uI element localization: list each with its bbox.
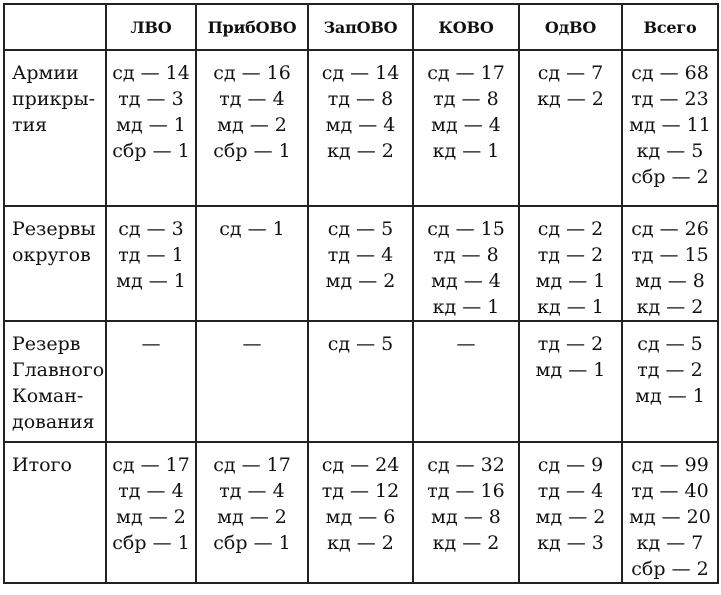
cell-entries [197,51,307,164]
cell-pribovo [196,50,308,206]
row-high-command-reserve [4,321,718,442]
cell-pribovo [196,321,308,442]
header-odvo: ОдВО [519,4,622,50]
division-entry: сд — 9 [537,454,604,476]
row-label-cell [4,321,106,442]
division-entry: сд — 2 [537,218,604,240]
division-entry: тд — 2 [637,359,703,381]
cell-entries [309,207,412,294]
cell-entries [623,443,717,582]
cell-zapovo [308,321,413,442]
cell-entries [309,51,412,164]
cell-entries [309,322,412,357]
division-entry: мд — 11 [629,114,711,136]
division-entry: мд — 2 [535,506,606,528]
division-entry: мд — 2 [325,270,396,292]
division-entry: тд — 8 [327,88,394,110]
cell-kovo [413,442,519,583]
row-total [4,442,718,583]
cell-entries [309,443,412,556]
cell-odvo [519,206,622,321]
cell-entries [414,443,518,556]
cell-kovo [413,321,519,442]
division-entry: сбр — 1 [112,532,190,554]
cell-entries [520,207,621,320]
division-entry: тд — 4 [219,480,285,502]
cell-odvo [519,321,622,442]
division-entry: тд — 1 [118,244,184,266]
division-entry: мд — 4 [431,114,501,136]
division-entry: мд — 8 [431,506,501,528]
division-entry: сбр — 1 [213,140,291,162]
division-entry: сд — 3 [118,218,184,240]
cell-pribovo [196,206,308,321]
division-entry: сд — 99 [631,454,709,476]
division-entry: кд — 3 [537,532,604,554]
cell-lvo [106,50,196,206]
division-entry: мд — 20 [629,506,711,528]
division-entry: кд — 5 [636,140,704,162]
row-label-line: Итого [12,454,72,476]
row-label-line: прикры- [12,88,96,110]
header-lvo: ЛВО [106,4,196,50]
cell-lvo [106,321,196,442]
cell-odvo [519,50,622,206]
division-entry: кд — 2 [432,532,500,554]
cell-kovo [413,206,519,321]
cell-entries [414,51,518,164]
cell-entries [520,443,621,556]
cell-zapovo [308,442,413,583]
header-row [4,4,718,50]
division-entry: мд — 2 [217,506,287,528]
division-entry: мд — 1 [116,114,186,136]
division-entry: сд — 68 [631,62,709,84]
cell-entries [197,443,307,556]
division-entry: сд — 5 [327,333,394,355]
division-entry: тд — 2 [537,244,604,266]
corner-header [4,4,106,50]
header-kovo: КОВО [413,4,519,50]
division-entry: мд — 1 [535,359,606,381]
division-entry: кд — 1 [432,296,500,318]
cell-lvo [106,206,196,321]
division-entry: мд — 2 [116,506,186,528]
division-entry: кд — 2 [537,88,604,110]
division-entry: кд — 2 [327,532,394,554]
division-entry: мд — 8 [635,270,705,292]
row-label-cell [4,442,106,583]
cell-entries [623,207,717,320]
row-label [5,51,105,138]
division-entry: — [242,333,262,355]
division-entry: мд — 1 [635,385,705,407]
division-entry: сд — 5 [327,218,394,240]
division-entry: тд — 40 [631,480,709,502]
division-entry: кд — 2 [327,140,394,162]
cell-entries [520,51,621,112]
division-entry: сд — 5 [637,333,703,355]
division-entry: сд — 14 [112,62,190,84]
row-label-line: тия [12,114,48,136]
cell-entries [107,51,195,164]
header-total: Всего [622,4,718,50]
division-entry: мд — 1 [116,270,186,292]
division-entry: сд — 17 [213,454,291,476]
cell-zapovo [308,50,413,206]
division-entry: сбр — 1 [112,140,190,162]
cell-total [622,206,718,321]
cell-entries [414,322,518,357]
divisions-table [3,3,719,584]
row-label-line: Главного [12,359,105,381]
division-entry: сбр — 1 [213,532,291,554]
header-pribovo: ПрибОВО [196,4,308,50]
division-entry: тд — 4 [219,88,285,110]
row-label [5,443,105,478]
division-entry: мд — 2 [217,114,287,136]
division-entry: тд — 12 [321,480,400,502]
header-zapovo: ЗапОВО [308,4,413,50]
division-entry: мд — 4 [325,114,396,136]
cell-entries [107,322,195,357]
row-covering-armies [4,50,718,206]
division-entry: кд — 7 [636,532,704,554]
division-entry: сд — 17 [427,62,505,84]
division-entry: тд — 2 [537,333,604,355]
division-entry: тд — 16 [427,480,505,502]
division-entry: кд — 2 [636,296,704,318]
division-entry: сбр — 2 [631,166,709,188]
cell-entries [623,51,717,190]
row-label-line: Армии [12,62,79,84]
division-entry: тд — 15 [631,244,709,266]
division-entry: тд — 23 [631,88,709,110]
cell-total [622,321,718,442]
division-entry: мд — 1 [535,270,606,292]
cell-entries [520,322,621,383]
division-entry: тд — 8 [433,88,499,110]
row-label-line: дования [12,411,95,433]
division-entry: сд — 26 [631,218,709,240]
row-label-line: Резерв [12,333,81,355]
division-entry: сд — 24 [321,454,400,476]
row-district-reserves [4,206,718,321]
row-label-line: округов [12,244,91,266]
cell-zapovo [308,206,413,321]
division-entry: мд — 4 [431,270,501,292]
division-entry: сд — 32 [427,454,505,476]
cell-total [622,50,718,206]
division-entry: тд — 8 [433,244,499,266]
cell-pribovo [196,442,308,583]
division-entry: тд — 4 [118,480,184,502]
cell-entries [107,207,195,294]
division-entry: сд — 1 [219,218,285,240]
cell-entries [414,207,518,320]
division-entry: тд — 3 [118,88,184,110]
cell-entries [107,443,195,556]
division-entry: мд — 6 [325,506,396,528]
division-entry: сд — 16 [213,62,291,84]
cell-odvo [519,442,622,583]
division-entry: сд — 14 [321,62,400,84]
cell-entries [623,322,717,409]
division-entry: тд — 4 [327,244,394,266]
division-entry: кд — 1 [537,296,604,318]
division-entry: сд — 7 [537,62,604,84]
cell-entries [197,207,307,242]
division-entry: сд — 17 [112,454,190,476]
row-label-cell [4,206,106,321]
division-entry: сбр — 2 [631,558,709,580]
division-entry: — [456,333,476,355]
row-label-cell [4,50,106,206]
cell-total [622,442,718,583]
row-label [5,207,105,268]
cell-entries [197,322,307,357]
division-entry: кд — 1 [432,140,500,162]
division-entry: тд — 4 [537,480,604,502]
division-entry: — [141,333,161,355]
cell-lvo [106,442,196,583]
cell-kovo [413,50,519,206]
row-label-line: Резервы [12,218,96,240]
row-label [5,322,105,435]
division-entry: сд — 15 [427,218,505,240]
row-label-line: Коман- [12,385,84,407]
